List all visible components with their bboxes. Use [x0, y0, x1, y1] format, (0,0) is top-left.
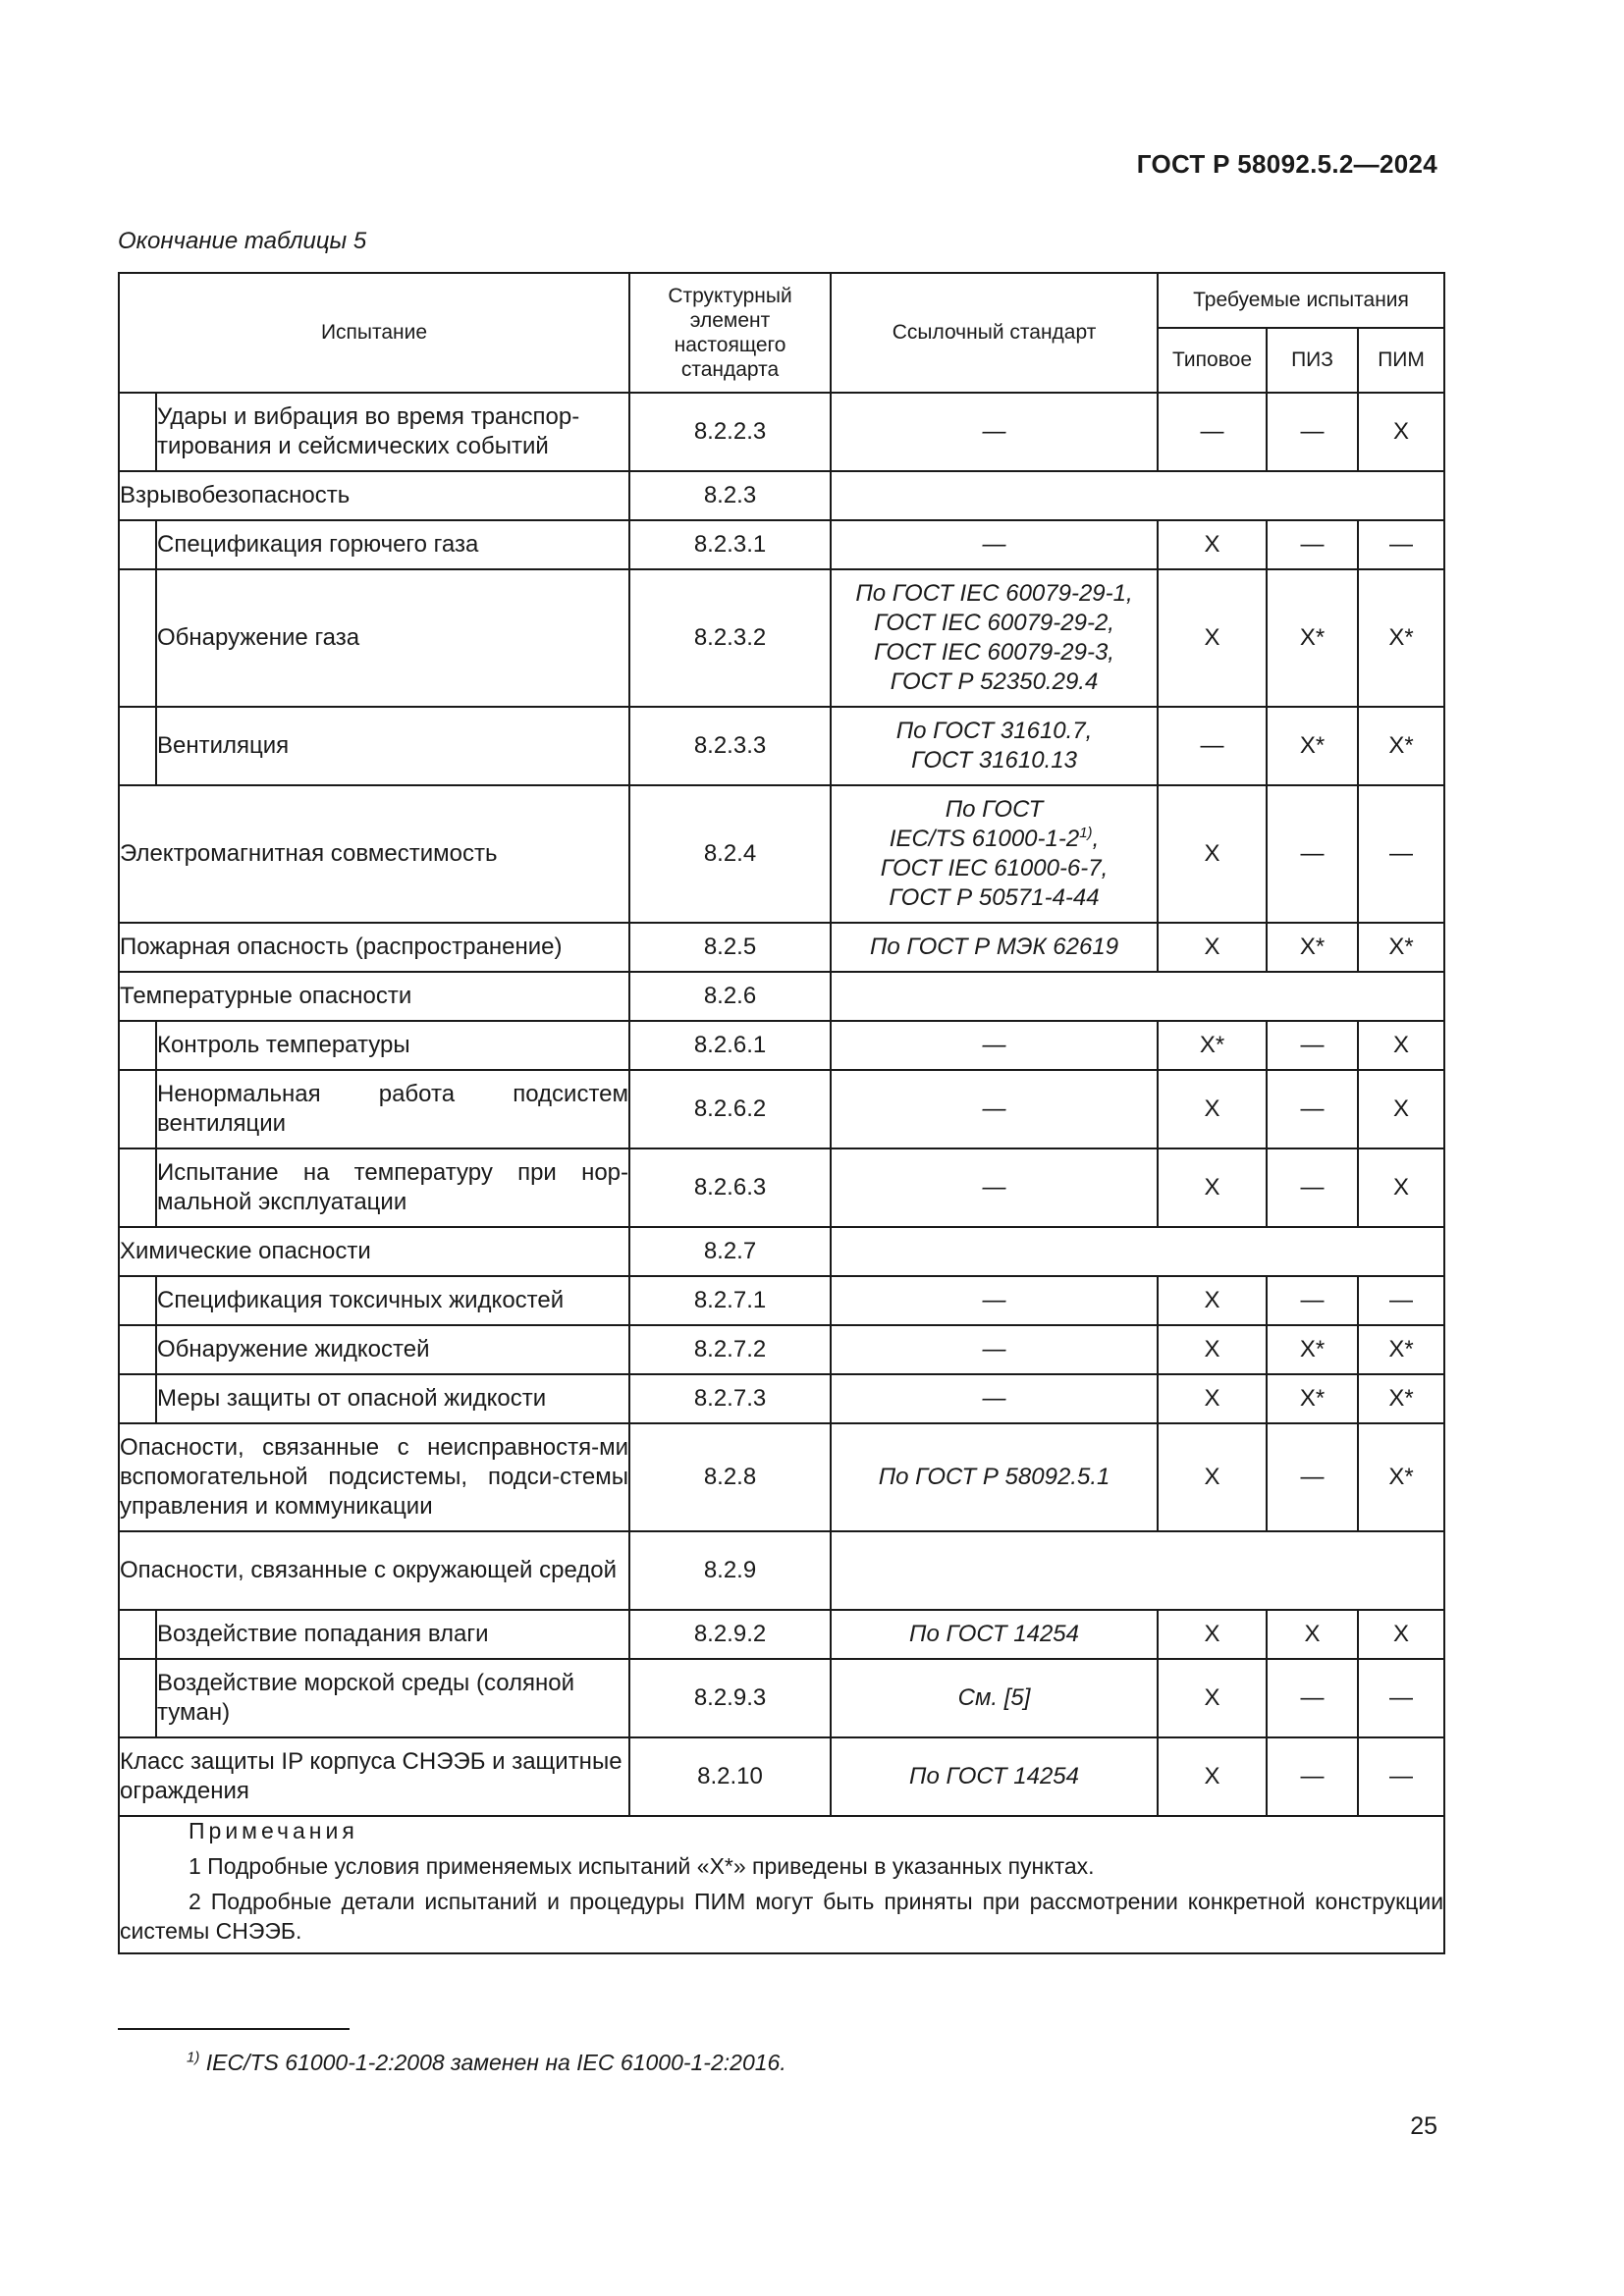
- row-piz: X*: [1267, 1374, 1358, 1423]
- row-pim: X*: [1358, 1374, 1444, 1423]
- row-code: 8.2.9.3: [629, 1659, 831, 1737]
- row-code: 8.2.7.1: [629, 1276, 831, 1325]
- row-ref: —: [831, 393, 1158, 471]
- row-name: Электромагнитная совместимость: [119, 785, 629, 923]
- row-piz: —: [1267, 1659, 1358, 1737]
- row-code: 8.2.6.3: [629, 1148, 831, 1227]
- row-name: Опасности, связанные с неисправностя-ми вспомогательной подсистемы, подси-стемы управления и коммуникации: [119, 1423, 629, 1531]
- row-pim: X*: [1358, 1423, 1444, 1531]
- row-pim: X: [1358, 393, 1444, 471]
- row-name: Температурные опасности: [119, 972, 629, 1021]
- row-piz: —: [1267, 1276, 1358, 1325]
- row-pim: —: [1358, 1659, 1444, 1737]
- indent-cell: [119, 393, 156, 471]
- row-code: 8.2.3.3: [629, 707, 831, 785]
- empty-merged-cell: [831, 471, 1444, 520]
- row-name: Меры защиты от опасной жидкости: [156, 1374, 629, 1423]
- row-name: Пожарная опасность (распространение): [119, 923, 629, 972]
- row-ref: По ГОСТ 14254: [831, 1737, 1158, 1816]
- row-type: X: [1158, 1423, 1267, 1531]
- row-name: Химические опасности: [119, 1227, 629, 1276]
- table-row-group: [119, 1531, 1444, 1610]
- row-piz: —: [1267, 1070, 1358, 1148]
- row-name: Удары и вибрация во время транспор-тирования и сейсмических событий: [156, 393, 629, 471]
- empty-merged-cell: [831, 1227, 1444, 1276]
- empty-merged-cell: [831, 1531, 1444, 1610]
- row-type: X: [1158, 1374, 1267, 1423]
- row-name: Спецификация токсичных жидкостей: [156, 1276, 629, 1325]
- indent-cell: [119, 1276, 156, 1325]
- row-name: Воздействие морской среды (соляной туман): [156, 1659, 629, 1737]
- notes-row: [119, 1816, 1444, 1953]
- row-ref: —: [831, 1325, 1158, 1374]
- row-ref: —: [831, 1148, 1158, 1227]
- row-name: Обнаружение газа: [156, 569, 629, 707]
- table-row: [119, 707, 1444, 785]
- row-ref: По ГОСТ Р МЭК 62619: [831, 923, 1158, 972]
- notes-cell: [119, 1816, 1444, 1953]
- row-pim: X*: [1358, 1325, 1444, 1374]
- row-code: 8.2.4: [629, 785, 831, 923]
- row-name: Испытание на температуру при нор-мальной эксплуатации: [156, 1148, 629, 1227]
- row-ref: По ГОСТ IEC 60079-29-1, ГОСТ IEC 60079-29-2, ГОСТ IEC 60079-29-3, ГОСТ Р 52350.29.4: [831, 569, 1158, 707]
- row-ref: —: [831, 520, 1158, 569]
- indent-cell: [119, 1070, 156, 1148]
- row-type: X: [1158, 1148, 1267, 1227]
- row-code: 8.2.6: [629, 972, 831, 1021]
- indent-cell: [119, 1610, 156, 1659]
- row-ref: По ГОСТ IEC/TS 61000-1-2$^{1)}$, ГОСТ IEC 61000-6-7, ГОСТ Р 50571-4-44: [831, 785, 1158, 923]
- row-ref: —: [831, 1021, 1158, 1070]
- row-name: Ненормальная работа подсистем вентиляции: [156, 1070, 629, 1148]
- table-row: [119, 1070, 1444, 1148]
- footnote: [187, 2050, 786, 2076]
- footnote-marker: 1): [187, 2049, 200, 2066]
- row-code: 8.2.6.1: [629, 1021, 831, 1070]
- row-ref: По ГОСТ 31610.7, ГОСТ 31610.13: [831, 707, 1158, 785]
- row-pim: X: [1358, 1148, 1444, 1227]
- indent-cell: [119, 520, 156, 569]
- table-row: [119, 923, 1444, 972]
- table-row: [119, 520, 1444, 569]
- row-type: —: [1158, 393, 1267, 471]
- table-row: [119, 569, 1444, 707]
- row-type: X: [1158, 1325, 1267, 1374]
- table-row-group: [119, 1227, 1444, 1276]
- table-row: [119, 1659, 1444, 1737]
- row-type: X: [1158, 569, 1267, 707]
- table-row: [119, 1021, 1444, 1070]
- indent-cell: [119, 1325, 156, 1374]
- row-pim: X: [1358, 1070, 1444, 1148]
- row-ref: —: [831, 1070, 1158, 1148]
- row-piz: —: [1267, 785, 1358, 923]
- row-type: X: [1158, 785, 1267, 923]
- row-code: 8.2.3.1: [629, 520, 831, 569]
- table-row: [119, 1374, 1444, 1423]
- header-type: Типовое: [1158, 328, 1267, 393]
- page-number: 25: [1410, 2112, 1437, 2140]
- row-ref: —: [831, 1276, 1158, 1325]
- row-type: —: [1158, 707, 1267, 785]
- row-pim: —: [1358, 1737, 1444, 1816]
- table-row: [119, 1610, 1444, 1659]
- row-piz: —: [1267, 1423, 1358, 1531]
- row-name: Воздействие попадания влаги: [156, 1610, 629, 1659]
- row-ref: —: [831, 1374, 1158, 1423]
- row-type: X: [1158, 1659, 1267, 1737]
- table-row: [119, 393, 1444, 471]
- row-code: 8.2.9.2: [629, 1610, 831, 1659]
- row-pim: X: [1358, 1610, 1444, 1659]
- row-name: Вентиляция: [156, 707, 629, 785]
- row-pim: X*: [1358, 923, 1444, 972]
- row-type: X: [1158, 1276, 1267, 1325]
- row-code: 8.2.6.2: [629, 1070, 831, 1148]
- header-required-tests: Требуемые испытания: [1158, 273, 1444, 328]
- table-row: [119, 1325, 1444, 1374]
- row-code: 8.2.2.3: [629, 393, 831, 471]
- row-type: X: [1158, 1070, 1267, 1148]
- indent-cell: [119, 569, 156, 707]
- header-test: Испытание: [119, 273, 629, 393]
- row-name: Класс защиты IP корпуса СНЭЭБ и защитные ограждения: [119, 1737, 629, 1816]
- row-piz: —: [1267, 1021, 1358, 1070]
- row-piz: X*: [1267, 1325, 1358, 1374]
- row-type: X: [1158, 1737, 1267, 1816]
- note-item: 2 Подробные детали испытаний и процедуры ПИМ могут быть приняты при рассмотрении конкретной конструкции системы СНЭЭБ.: [120, 1888, 1444, 1944]
- empty-merged-cell: [831, 972, 1444, 1021]
- row-name: Опасности, связанные с окружающей средой: [119, 1531, 629, 1610]
- footnote-separator: [118, 2028, 350, 2030]
- notes-title: Примечания: [189, 1818, 358, 1843]
- row-ref: По ГОСТ 14254: [831, 1610, 1158, 1659]
- footnote-marker: 1): [1079, 825, 1093, 841]
- row-ref: См. [5]: [831, 1659, 1158, 1737]
- document-code: ГОСТ Р 58092.5.2—2024: [1136, 149, 1437, 179]
- indent-cell: [119, 1659, 156, 1737]
- table-continuation-caption: Окончание таблицы 5: [118, 228, 367, 254]
- header-pim: ПИМ: [1358, 328, 1444, 393]
- row-ref: По ГОСТ Р 58092.5.1: [831, 1423, 1158, 1531]
- row-name: Контроль температуры: [156, 1021, 629, 1070]
- row-type: X: [1158, 923, 1267, 972]
- header-piz: ПИЗ: [1267, 328, 1358, 393]
- row-code: 8.2.9: [629, 1531, 831, 1610]
- tests-table: [118, 272, 1445, 1954]
- row-type: X: [1158, 1610, 1267, 1659]
- row-pim: —: [1358, 1276, 1444, 1325]
- table-row-group: [119, 972, 1444, 1021]
- row-pim: —: [1358, 520, 1444, 569]
- header-element: Структурный элемент настоящего стандарта: [629, 273, 831, 393]
- row-code: 8.2.7.3: [629, 1374, 831, 1423]
- row-code: 8.2.7: [629, 1227, 831, 1276]
- row-name: Обнаружение жидкостей: [156, 1325, 629, 1374]
- row-name: Спецификация горючего газа: [156, 520, 629, 569]
- row-piz: —: [1267, 393, 1358, 471]
- table-row: [119, 785, 1444, 923]
- indent-cell: [119, 707, 156, 785]
- row-piz: —: [1267, 1148, 1358, 1227]
- row-code: 8.2.5: [629, 923, 831, 972]
- row-piz: X*: [1267, 923, 1358, 972]
- row-piz: X: [1267, 1610, 1358, 1659]
- table-row: [119, 1148, 1444, 1227]
- table-row: [119, 1423, 1444, 1531]
- row-type: X*: [1158, 1021, 1267, 1070]
- row-code: 8.2.10: [629, 1737, 831, 1816]
- table-row: [119, 1276, 1444, 1325]
- row-pim: X*: [1358, 569, 1444, 707]
- footnote-text: IEC/TS 61000-1-2:2008 заменен на IEC 61000-1-2:2016.: [199, 2050, 786, 2075]
- row-piz: —: [1267, 1737, 1358, 1816]
- row-code: 8.2.8: [629, 1423, 831, 1531]
- row-pim: X*: [1358, 707, 1444, 785]
- indent-cell: [119, 1148, 156, 1227]
- indent-cell: [119, 1021, 156, 1070]
- table-row-group: [119, 471, 1444, 520]
- indent-cell: [119, 1374, 156, 1423]
- row-pim: X: [1358, 1021, 1444, 1070]
- row-code: 8.2.3.2: [629, 569, 831, 707]
- header-reference: Ссылочный стандарт: [831, 273, 1158, 393]
- row-piz: X*: [1267, 569, 1358, 707]
- row-code: 8.2.3: [629, 471, 831, 520]
- row-piz: X*: [1267, 707, 1358, 785]
- row-piz: —: [1267, 520, 1358, 569]
- row-type: X: [1158, 520, 1267, 569]
- table-row: [119, 1737, 1444, 1816]
- row-pim: —: [1358, 785, 1444, 923]
- row-name: Взрывобезопасность: [119, 471, 629, 520]
- row-code: 8.2.7.2: [629, 1325, 831, 1374]
- note-item: 1 Подробные условия применяемых испытаний «X*» приведены в указанных пунктах.: [189, 1852, 1095, 1879]
